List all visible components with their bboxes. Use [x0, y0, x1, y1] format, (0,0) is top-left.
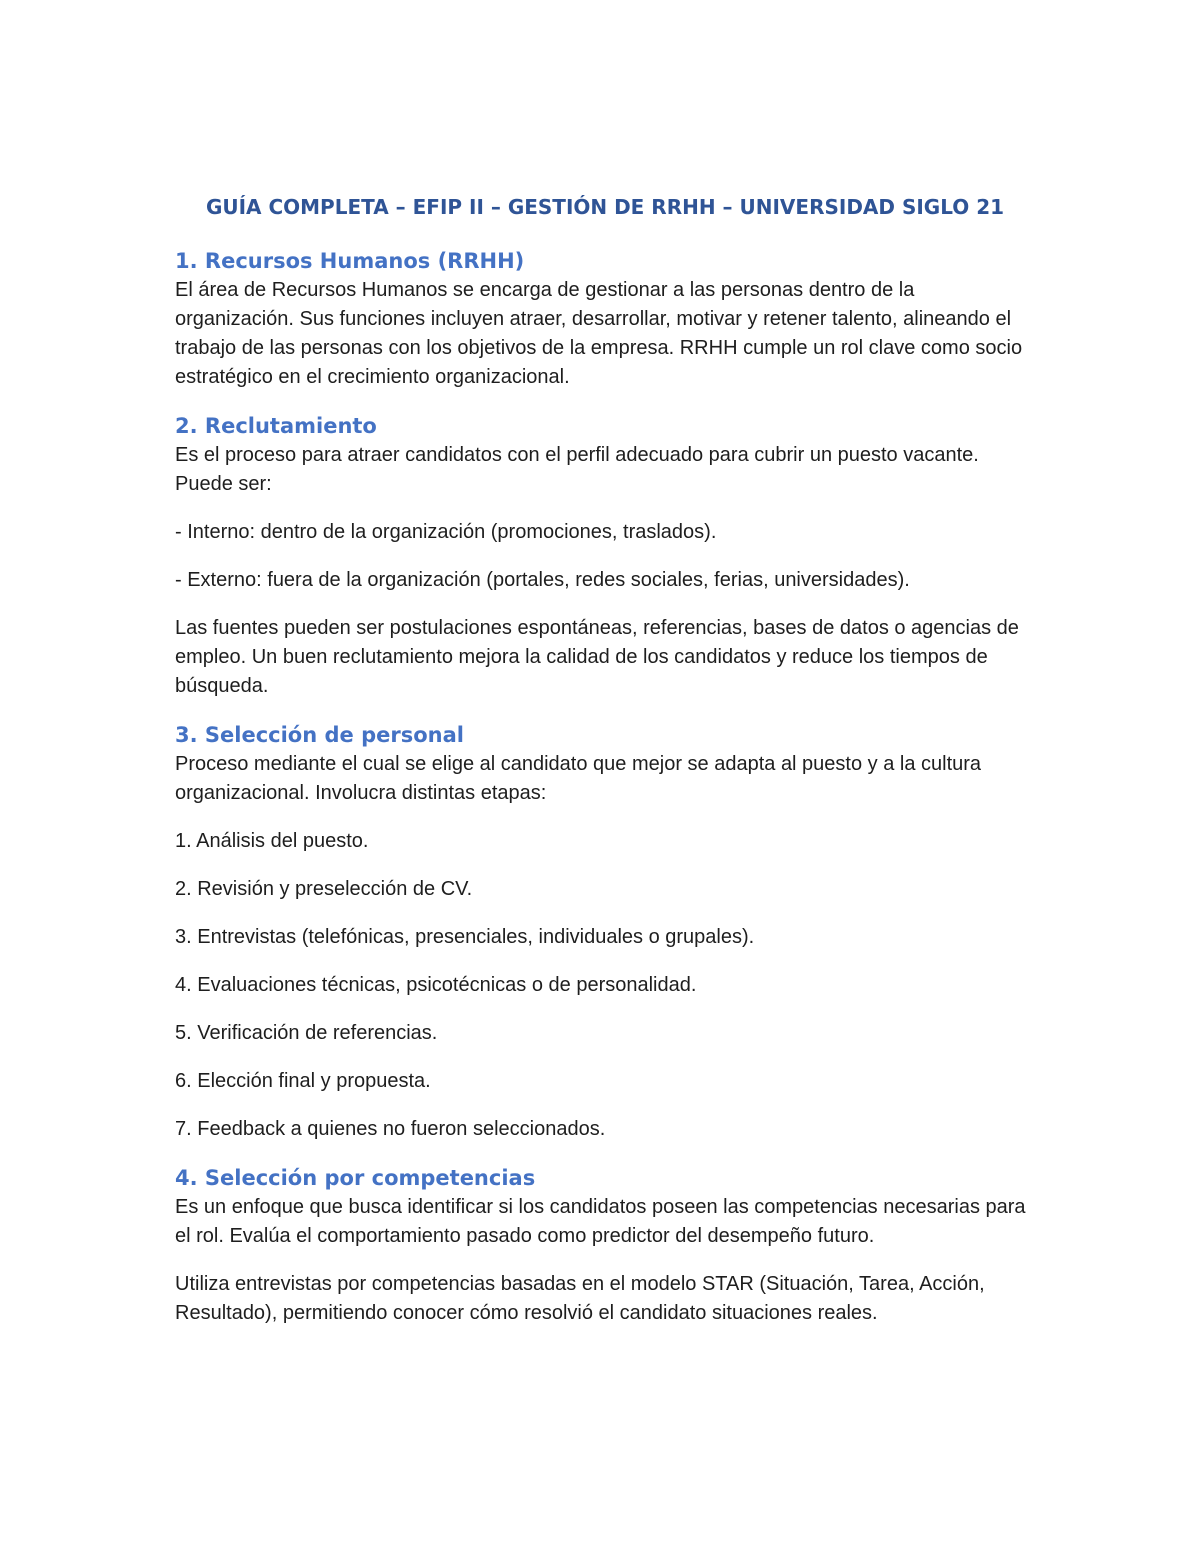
list-item: 5. Verificación de referencias.: [175, 1022, 438, 1044]
section-seleccion-competencias: [175, 1163, 1035, 1328]
document-body: [175, 192, 1035, 1347]
list-item: - Externo: fuera de la organización (portales, redes sociales, ferias, universidades).: [175, 569, 910, 591]
list-item: 7. Feedback a quienes no fueron seleccionados.: [175, 1118, 606, 1140]
list-item: 2. Revisión y preselección de CV.: [175, 878, 473, 900]
section-heading: 2. Reclutamiento: [175, 414, 377, 438]
section-heading: 3. Selección de personal: [175, 723, 464, 747]
document-title: GUÍA COMPLETA – EFIP II – GESTIÓN DE RRHH – UNIVERSIDAD SIGLO 21: [205, 195, 1005, 219]
paragraph: Proceso mediante el cual se elige al candidato que mejor se adapta al puesto y a la cultura organizacional. Involucra distintas etapas:: [175, 753, 982, 804]
paragraph: El área de Recursos Humanos se encarga de gestionar a las personas dentro de la organización. Sus funciones incluyen atraer, desarrollar, motivar y retener talento, alineando el trabajo de las personas con los objetivos de la empresa. RRHH cumple un rol clave como socio estratégico en el crecimiento organizacional.: [175, 279, 1023, 388]
section-heading: 4. Selección por competencias: [175, 1166, 536, 1190]
list-item: 6. Elección final y propuesta.: [175, 1070, 431, 1092]
section-seleccion-personal: [175, 720, 1035, 1144]
list-item: 3. Entrevistas (telefónicas, presenciales, individuales o grupales).: [175, 926, 755, 948]
paragraph: Es el proceso para atraer candidatos con el perfil adecuado para cubrir un puesto vacante. Puede ser:: [175, 444, 979, 495]
paragraph: Es un enfoque que busca identificar si los candidatos poseen las competencias necesarias para el rol. Evalúa el comportamiento pasado como predictor del desempeño futuro.: [175, 1196, 1026, 1247]
list-item: - Interno: dentro de la organización (promociones, traslados).: [175, 521, 717, 543]
paragraph: Las fuentes pueden ser postulaciones espontáneas, referencias, bases de datos o agencias de empleo. Un buen reclutamiento mejora la calidad de los candidatos y reduce los tiempos de búsqueda.: [175, 617, 1019, 697]
list-item: 1. Análisis del puesto.: [175, 830, 369, 852]
section-recursos-humanos: [175, 246, 1035, 392]
section-reclutamiento: [175, 411, 1035, 701]
paragraph: Utiliza entrevistas por competencias basadas en el modelo STAR (Situación, Tarea, Acción, Resultado), permitiendo conocer cómo resolvió el candidato situaciones reales.: [175, 1273, 985, 1324]
list-item: 4. Evaluaciones técnicas, psicotécnicas o de personalidad.: [175, 974, 697, 996]
section-heading: 1. Recursos Humanos (RRHH): [175, 249, 525, 273]
